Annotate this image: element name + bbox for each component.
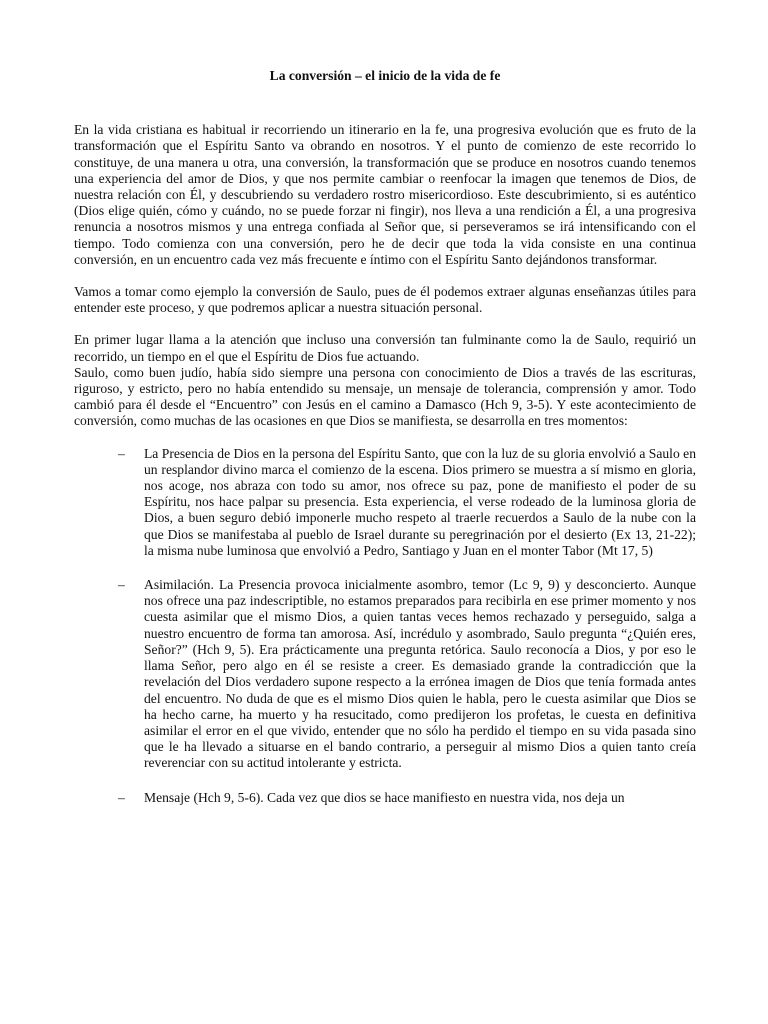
dash-marker: – [118,577,125,593]
list-item [74,446,696,559]
list-item [74,790,696,806]
paragraph-first-place: En primer lugar llama a la atención que incluso una conversión tan fulminante como la de Saulo, requirió un recorrido, un tiempo en el que el Espíritu de Dios fue actuando. [74,332,696,364]
document-page [74,68,696,824]
paragraph-intro: En la vida cristiana es habitual ir recorriendo un itinerario en la fe, una progresiva evolución que es fruto de la transformación que el Espíritu Santo va obrando en nosotros. Y el punto de comienzo de este recorrido lo constituye, de una manera u otra, una conversión, la transformación que se produce en nosotros cuando tenemos una experiencia del amor de Dios, y que nos permite cambiar o reenfocar la imagen que tenemos de Dios, de nuestra relación con Él, y descubriendo su verdadero rostro misericordioso. Este descubrimiento, si es auténtico (Dios elige quién, cómo y cuándo, no se puede forzar ni fingir), nos lleva a una rendición a Él, a una progresiva renuncia a nosotros mismos y una entrega confiada al Señor que, si perseveramos se irá intensificando con el tiempo. Todo comienza con una conversión, pero he de decir que toda la vida consiste en una continua conversión, en un encuentro cada vez más frecuente e íntimo con el Espíritu Santo dejándonos transformar. [74,122,696,267]
list-item [74,577,696,771]
moment-assimilation-text: Asimilación. La Presencia provoca inicialmente asombro, temor (Lc 9, 9) y desconcierto. Aunque nos ofrece una paz indescriptible, no estamos preparados para recibirla en ese primer momento y nos cuesta asimilar que el mismo Dios, a quien tantas veces hemos rechazado y perseguido, salga a nuestro encuentro de forma tan amorosa. Así, incrédulo y asombrado, Saulo pregunta “¿Quién eres, Señor?” (Hch 9, 5). Era prácticamente una pregunta retórica. Saulo reconocía a Dios, y por eso le llama Señor, pero algo en él se resiste a creer. Es demasiado grande la contradicción que la revelación del Dios verdadero supone respecto a la errónea imagen de Dios que tenía formada antes del encuentro. No duda de que es el mismo Dios quien le habla, pero le cuesta asimilar que Dios se ha hecho carne, ha muerto y ha resucitado, como predijeron los profetas, le cuesta en definitiva asimilar el error en el que vivido, entender que no sólo ha perdido el tiempo en su vida pasada sino que le ha llevado a situarse en el bando contrario, a perseguir al mismo Dios a quien tanto creía reverenciar con su actitud intolerante y estricta. [144,577,696,771]
dash-marker: – [118,789,125,805]
document-title: La conversión – el inicio de la vida de fe [269,68,501,83]
paragraph-saulo-example: Vamos a tomar como ejemplo la conversión de Saulo, pues de él podemos extraer algunas enseñanzas útiles para entender este proceso, y que podremos aplicar a nuestra situación personal. [74,284,696,316]
moment-message-text: Mensaje (Hch 9, 5-6). Cada vez que dios se hace manifiesto en nuestra vida, nos deja un [144,789,625,805]
moment-presence-text: La Presencia de Dios en la persona del Espíritu Santo, que con la luz de su gloria envolvió a Saulo en un resplandor divino marca el comienzo de la escena. Dios primero se muestra a sí mismo en gloria, nos acoge, nos abraza con todo su amor, nos ofrece su paz, pone de manifiesto el poder de su Espíritu, nos hace palpar su presencia. Esta experiencia, el verse rodeado de la luminosa gloria de Dios, a buen seguro debió imponerle mucho respeto al traerle recuerdos a Saulo de la nube con la que Dios se manifestaba al pueblo de Israel durante su peregrinación por el desierto (Ex 13, 21-22); la misma nube luminosa que envolvió a Pedro, Santiago y Juan en el monter Tabor (Mt 17, 5) [144,445,696,558]
dash-marker: – [118,445,125,461]
moments-list [74,446,696,806]
paragraph-saulo-background: Saulo, como buen judío, había sido siempre una persona con conocimiento de Dios a través de las escrituras, riguroso, y estricto, pero no había entendido su mensaje, un mensaje de tolerancia, comprensión y amor. Todo cambió para él desde el “Encuentro” con Jesús en el camino a Damasco (Hch 9, 3-5). Y este acontecimiento de conversión, como muchas de las ocasiones en que Dios se manifiesta, se desarrolla en tres momentos: [74,364,696,429]
